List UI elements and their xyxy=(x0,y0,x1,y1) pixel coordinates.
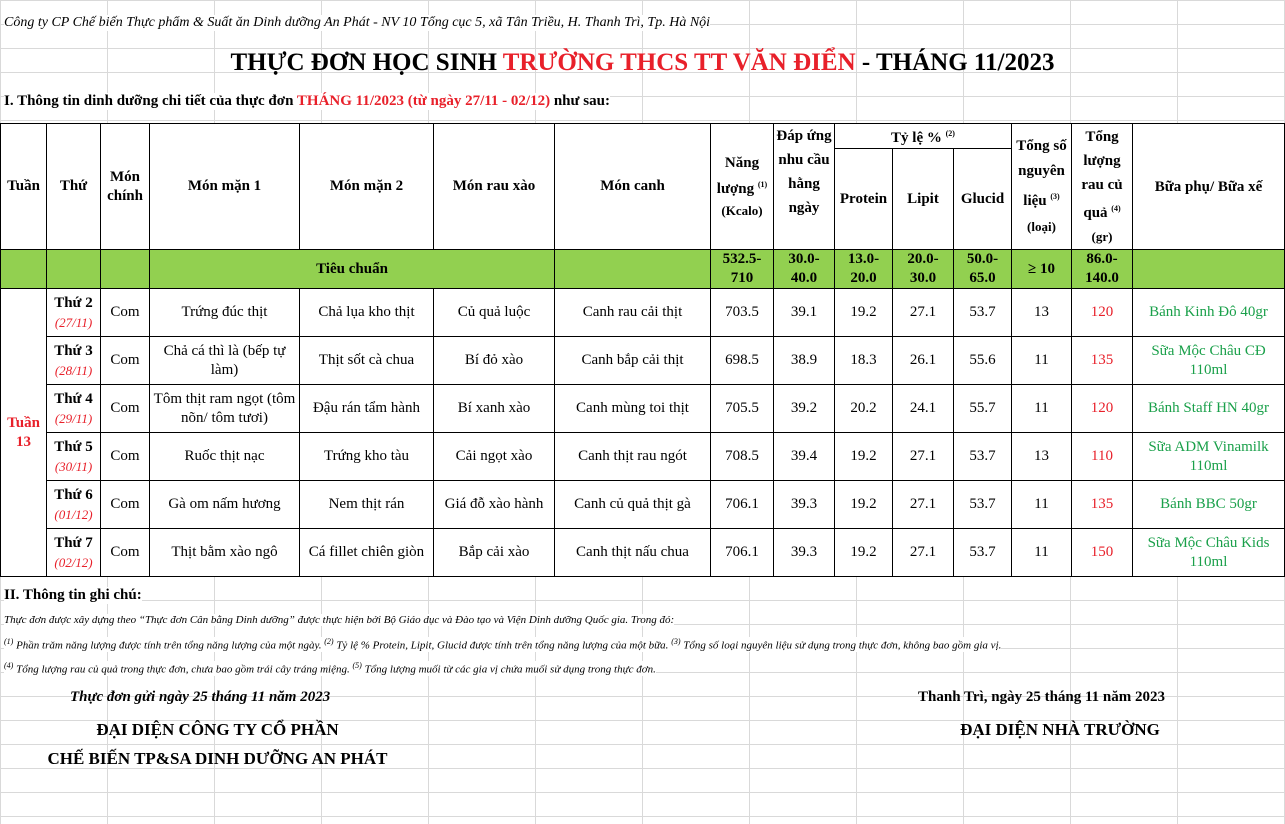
protein-cell: 20.2 xyxy=(835,385,893,433)
note2-text1: Tổng lượng rau củ quả trong thực đơn, chưa bao gồm trái cây tráng miệng. xyxy=(13,663,353,676)
std-empty-2 xyxy=(47,250,101,289)
stir-fried-veg-cell: Củ quả luộc xyxy=(434,289,555,337)
energy-cell: 698.5 xyxy=(711,337,774,385)
table-row xyxy=(1,337,1285,385)
day-date: (28/11) xyxy=(54,362,93,378)
savory-2-cell: Thịt sốt cà chua xyxy=(300,337,434,385)
vegetable-weight-cell: 150 xyxy=(1072,529,1133,577)
right-signature-title: ĐẠI DIỆN NHÀ TRƯỜNG xyxy=(960,720,1160,739)
main-dish-cell: Com xyxy=(101,481,150,529)
glucid-cell: 53.7 xyxy=(954,529,1012,577)
page-title xyxy=(0,49,1285,77)
note1-sup2: (2) xyxy=(324,637,334,646)
daily-need-cell: 39.4 xyxy=(774,433,835,481)
lipit-cell: 24.1 xyxy=(893,385,954,433)
savory-2-cell: Đậu rán tẩm hành xyxy=(300,385,434,433)
snack-cell: Sữa ADM Vinamilk 110ml xyxy=(1133,433,1285,481)
daily-need-cell: 38.9 xyxy=(774,337,835,385)
ingredient-count-cell: 13 xyxy=(1012,433,1072,481)
glucid-cell: 53.7 xyxy=(954,481,1012,529)
snack-cell: Bánh BBC 50gr xyxy=(1133,481,1285,529)
snack-cell: Sữa Mộc Châu CĐ 110ml xyxy=(1133,337,1285,385)
col-thu: Thứ xyxy=(47,124,101,250)
ingredient-count-cell: 11 xyxy=(1012,481,1072,529)
std-empty-3 xyxy=(101,250,150,289)
day-cell xyxy=(47,385,101,433)
standard-label: Tiêu chuẩn xyxy=(150,250,555,289)
note1-text2: Tỷ lệ % Protein, Lipit, Glucid được tính trên tổng năng lượng của một bữa. xyxy=(333,639,672,652)
energy-cell: 706.1 xyxy=(711,481,774,529)
day-date: (27/11) xyxy=(54,314,93,330)
day-name: Thứ 4 xyxy=(54,390,93,407)
savory-1-cell: Trứng đúc thịt xyxy=(150,289,300,337)
snack-cell: Bánh Kinh Đô 40gr xyxy=(1133,289,1285,337)
col-bua-phu: Bữa phụ/ Bữa xế xyxy=(1133,124,1285,250)
soup-cell: Canh thịt rau ngót xyxy=(555,433,711,481)
energy-cell: 705.5 xyxy=(711,385,774,433)
nang-luong-label: Năng lượng xyxy=(716,154,760,197)
col-ty-le xyxy=(835,124,1012,149)
lipit-cell: 27.1 xyxy=(893,289,954,337)
std-empty-5 xyxy=(1133,250,1285,289)
day-name: Thứ 5 xyxy=(54,438,93,455)
stir-fried-veg-cell: Cải ngọt xào xyxy=(434,433,555,481)
savory-2-cell: Trứng kho tàu xyxy=(300,433,434,481)
col-mon-man-1: Món mặn 1 xyxy=(150,124,300,250)
col-nang-luong xyxy=(711,124,774,250)
day-name: Thứ 7 xyxy=(54,534,93,551)
lipit-cell: 27.1 xyxy=(893,433,954,481)
day-date: (29/11) xyxy=(54,410,93,426)
menu-rows xyxy=(1,289,1285,577)
main-dish-cell: Com xyxy=(101,337,150,385)
section1-heading xyxy=(4,93,610,110)
note1-text1: Phần trăm năng lượng được tính trên tổng năng lượng của một ngày. xyxy=(13,639,325,652)
col-mon-rau-xao: Món rau xào xyxy=(434,124,555,250)
snack-cell: Sữa Mộc Châu Kids 110ml xyxy=(1133,529,1285,577)
soup-cell: Canh bắp cải thịt xyxy=(555,337,711,385)
section1-highlight: THÁNG 11/2023 (từ ngày 27/11 - 02/12) xyxy=(296,93,551,109)
table-row xyxy=(1,385,1285,433)
ingredient-count-cell: 11 xyxy=(1012,529,1072,577)
day-date: (01/12) xyxy=(54,506,93,522)
std-empty-4 xyxy=(555,250,711,289)
header-row-1 xyxy=(1,124,1285,149)
day-date: (02/12) xyxy=(54,554,93,570)
day-cell xyxy=(47,289,101,337)
lipit-cell: 26.1 xyxy=(893,337,954,385)
note2-sup1: (4) xyxy=(4,661,14,670)
menu-table xyxy=(0,123,1285,577)
lipit-cell: 27.1 xyxy=(893,481,954,529)
stir-fried-veg-cell: Bắp cải xào xyxy=(434,529,555,577)
day-name: Thứ 3 xyxy=(54,342,93,359)
note-line-2 xyxy=(4,661,656,676)
standard-nang-luong: 532.5-710 xyxy=(711,250,774,289)
col-glucid: Glucid xyxy=(954,149,1012,250)
week-label-cell: Tuần 13 xyxy=(1,289,47,577)
tong-rau-label: Tổng lượng rau củ quả xyxy=(1081,128,1123,221)
energy-cell: 703.5 xyxy=(711,289,774,337)
main-dish-cell: Com xyxy=(101,433,150,481)
savory-1-cell: Chả cá thì là (bếp tự làm) xyxy=(150,337,300,385)
soup-cell: Canh củ quả thịt gà xyxy=(555,481,711,529)
col-lipit: Lipit xyxy=(893,149,954,250)
day-cell xyxy=(47,337,101,385)
main-dish-cell: Com xyxy=(101,289,150,337)
standard-dap-ung: 30.0-40.0 xyxy=(774,250,835,289)
col-dap-ung: Đáp ứng nhu cầu hằng ngày xyxy=(774,124,835,250)
tong-rau-unit: (gr) xyxy=(1091,228,1113,244)
day-name: Thứ 6 xyxy=(54,486,93,503)
glucid-cell: 53.7 xyxy=(954,433,1012,481)
savory-2-cell: Cá fillet chiên giòn xyxy=(300,529,434,577)
standard-rau: 86.0-140.0 xyxy=(1072,250,1133,289)
standard-nguyen-lieu: ≥ 10 xyxy=(1012,250,1072,289)
note1-sup3: (3) xyxy=(671,637,681,646)
table-row xyxy=(1,481,1285,529)
left-signature-title-1: ĐẠI DIỆN CÔNG TY CỔ PHẦN xyxy=(96,720,339,739)
glucid-cell: 55.6 xyxy=(954,337,1012,385)
savory-2-cell: Chả lụa kho thịt xyxy=(300,289,434,337)
protein-cell: 19.2 xyxy=(835,433,893,481)
col-mon-man-2: Món mặn 2 xyxy=(300,124,434,250)
savory-1-cell: Tôm thịt ram ngọt (tôm nõn/ tôm tươi) xyxy=(150,385,300,433)
day-cell xyxy=(47,529,101,577)
section1-suffix: như sau: xyxy=(550,93,610,109)
note2-sup2: (5) xyxy=(352,661,362,670)
vegetable-weight-cell: 135 xyxy=(1072,481,1133,529)
ingredient-count-cell: 11 xyxy=(1012,337,1072,385)
note1-sup1: (1) xyxy=(4,637,14,646)
vegetable-weight-cell: 120 xyxy=(1072,385,1133,433)
daily-need-cell: 39.2 xyxy=(774,385,835,433)
nang-luong-sup: (1) xyxy=(757,179,768,189)
daily-need-cell: 39.3 xyxy=(774,481,835,529)
standard-glucid: 50.0-65.0 xyxy=(954,250,1012,289)
vegetable-weight-cell: 120 xyxy=(1072,289,1133,337)
main-dish-cell: Com xyxy=(101,385,150,433)
left-signature-title-2: CHẾ BIẾN TP&SA DINH DƯỠNG AN PHÁT xyxy=(47,749,388,768)
nang-luong-unit: (Kcalo) xyxy=(721,202,763,218)
section1-prefix: I. Thông tin dinh dưỡng chi tiết của thực đơn xyxy=(4,93,297,109)
col-tong-rau xyxy=(1072,124,1133,250)
col-protein: Protein xyxy=(835,149,893,250)
col-mon-canh: Món canh xyxy=(555,124,711,250)
table-row xyxy=(1,529,1285,577)
col-tong-nguyen-lieu xyxy=(1012,124,1072,250)
table-row xyxy=(1,433,1285,481)
energy-cell: 708.5 xyxy=(711,433,774,481)
protein-cell: 19.2 xyxy=(835,481,893,529)
tong-nguyen-lieu-unit: (loại) xyxy=(1027,218,1056,234)
protein-cell: 19.2 xyxy=(835,289,893,337)
savory-1-cell: Thịt bằm xào ngô xyxy=(150,529,300,577)
col-tuan: Tuần xyxy=(1,124,47,250)
left-signature-date: Thực đơn gửi ngày 25 tháng 11 năm 2023 xyxy=(70,689,331,705)
ty-le-label: Tỷ lệ % xyxy=(891,130,942,147)
right-signature-date: Thanh Trì, ngày 25 tháng 11 năm 2023 xyxy=(918,689,1166,705)
ingredient-count-cell: 13 xyxy=(1012,289,1072,337)
section2-heading: II. Thông tin ghi chú: xyxy=(4,587,142,603)
main-dish-cell: Com xyxy=(101,529,150,577)
tong-nguyen-lieu-label: Tổng số nguyên liệu xyxy=(1016,137,1067,209)
title-prefix: THỰC ĐƠN HỌC SINH xyxy=(230,49,503,76)
tong-nguyen-lieu-sup: (3) xyxy=(1050,191,1060,201)
glucid-cell: 55.7 xyxy=(954,385,1012,433)
soup-cell: Canh thịt nấu chua xyxy=(555,529,711,577)
table-row xyxy=(1,289,1285,337)
std-empty-1 xyxy=(1,250,47,289)
day-name: Thứ 2 xyxy=(54,294,93,311)
savory-2-cell: Nem thịt rán xyxy=(300,481,434,529)
daily-need-cell: 39.1 xyxy=(774,289,835,337)
ty-le-sup: (2) xyxy=(945,129,955,139)
company-info: Công ty CP Chế biến Thực phẩm & Suất ăn Dinh dưỡng An Phát - NV 10 Tổng cục 5, xã Tân Triều, H. Thanh Trì, Tp. Hà Nội xyxy=(4,15,711,30)
vegetable-weight-cell: 135 xyxy=(1072,337,1133,385)
standard-protein: 13.0-20.0 xyxy=(835,250,893,289)
note-intro: Thực đơn được xây dựng theo “Thực đơn Cân bằng Dinh dưỡng” được thực hiện bởi Bộ Giáo dục và Đào tạo và Viện Dinh dưỡng Quốc gia. Trong đó: xyxy=(4,614,675,626)
lipit-cell: 27.1 xyxy=(893,529,954,577)
stir-fried-veg-cell: Bí đỏ xào xyxy=(434,337,555,385)
soup-cell: Canh rau cải thịt xyxy=(555,289,711,337)
protein-cell: 19.2 xyxy=(835,529,893,577)
standard-lipit: 20.0-30.0 xyxy=(893,250,954,289)
stir-fried-veg-cell: Bí xanh xào xyxy=(434,385,555,433)
title-suffix: - THÁNG 11/2023 xyxy=(855,49,1055,76)
protein-cell: 18.3 xyxy=(835,337,893,385)
snack-cell: Bánh Staff HN 40gr xyxy=(1133,385,1285,433)
day-date: (30/11) xyxy=(54,458,93,474)
col-mon-chinh: Món chính xyxy=(101,124,150,250)
standard-row xyxy=(1,250,1285,289)
stir-fried-veg-cell: Giá đỗ xào hành xyxy=(434,481,555,529)
tong-rau-sup: (4) xyxy=(1111,203,1121,213)
title-school: TRƯỜNG THCS TT VĂN ĐIỂN xyxy=(502,49,856,76)
soup-cell: Canh mùng toi thịt xyxy=(555,385,711,433)
savory-1-cell: Ruốc thịt nạc xyxy=(150,433,300,481)
note1-text3: Tổng số loại nguyên liệu sử dụng trong thực đơn, không bao gồm gia vị. xyxy=(680,639,1002,652)
day-cell xyxy=(47,433,101,481)
day-cell xyxy=(47,481,101,529)
note2-text2: Tổng lượng muối từ các gia vị chứa muối sử dụng trong thực đơn. xyxy=(361,663,656,676)
vegetable-weight-cell: 110 xyxy=(1072,433,1133,481)
daily-need-cell: 39.3 xyxy=(774,529,835,577)
note-line-1 xyxy=(4,637,1001,652)
savory-1-cell: Gà om nấm hương xyxy=(150,481,300,529)
glucid-cell: 53.7 xyxy=(954,289,1012,337)
energy-cell: 706.1 xyxy=(711,529,774,577)
ingredient-count-cell: 11 xyxy=(1012,385,1072,433)
